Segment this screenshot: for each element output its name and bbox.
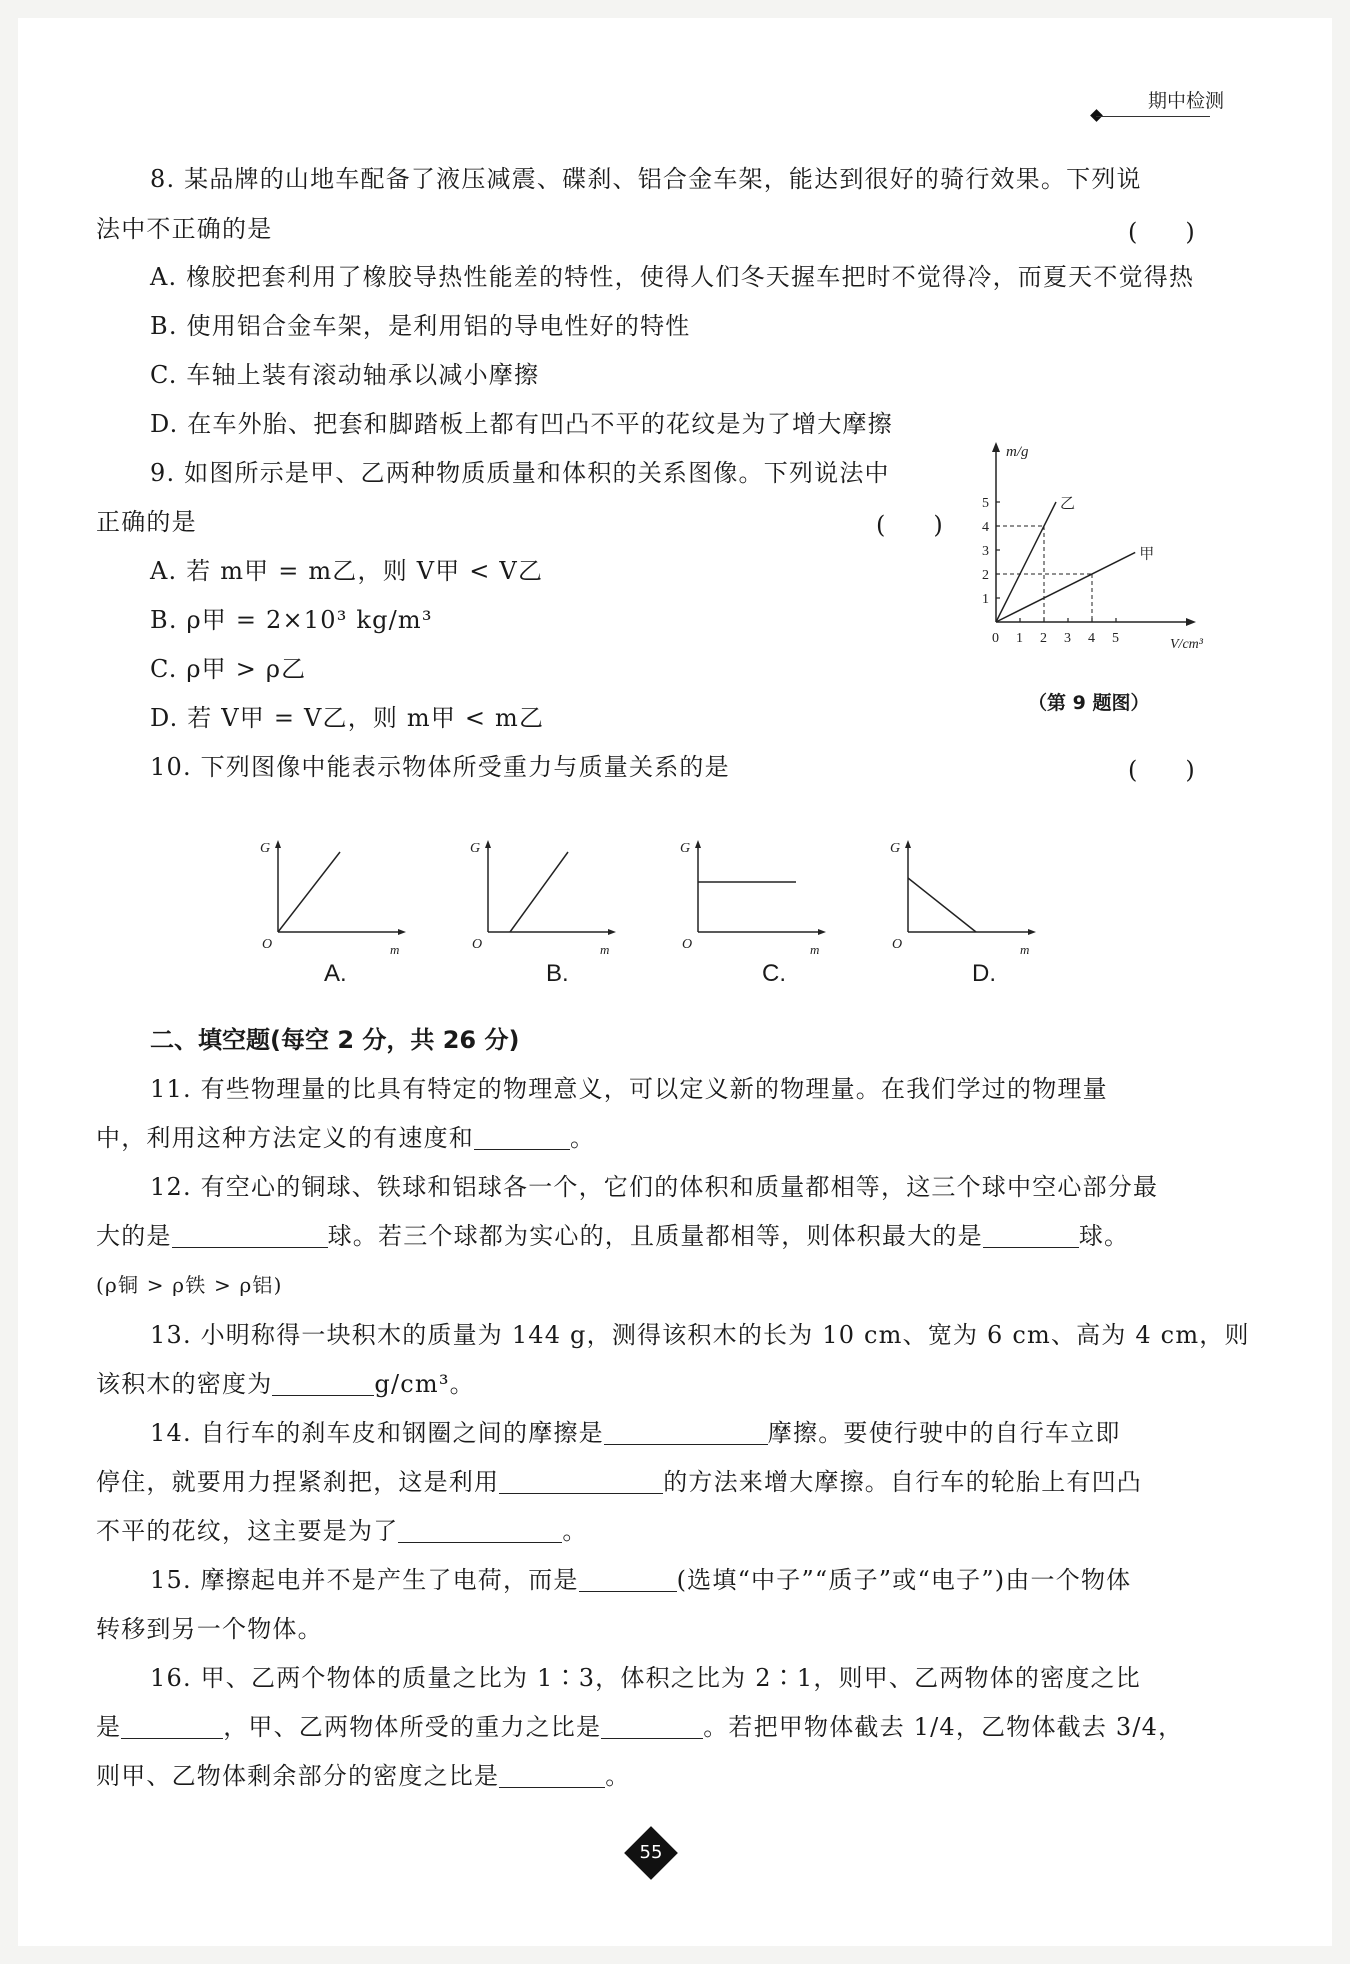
q10-answer-paren: ( ) xyxy=(1128,756,1195,784)
q11-line2: 中，利用这种方法定义的有速度和 。 xyxy=(96,1124,596,1152)
q16-blank-3[interactable] xyxy=(499,1763,605,1788)
q12-blank-2[interactable] xyxy=(983,1223,1079,1248)
y-tick-label-5: 5 xyxy=(982,496,989,511)
graph-d xyxy=(890,840,1036,957)
series-line-jia xyxy=(996,552,1135,622)
q9-stem-line1: 9. 如图所示是甲、乙两种物质质量和体积的关系图像。下列说法中 xyxy=(150,459,890,487)
q9-option-a: A. 若 m甲 = m乙，则 V甲 < V乙 xyxy=(150,557,544,585)
header-rule xyxy=(1096,116,1210,117)
graph-b-line xyxy=(510,852,568,932)
y-tick-label-2: 2 xyxy=(982,568,989,583)
q13-blank-1[interactable] xyxy=(272,1371,374,1396)
y-tick-label-1: 1 xyxy=(982,592,989,607)
series-label-0: 乙 xyxy=(1060,496,1076,512)
q14-blank-2[interactable] xyxy=(499,1469,663,1494)
q14-line2: 停住，就要用力捏紧刹把，这是利用 的方法来增大摩擦。自行车的轮胎上有凹凸 xyxy=(96,1468,1143,1496)
graph-d-line xyxy=(908,878,976,932)
q9-graph xyxy=(970,430,1210,660)
q14-line1: 14. 自行车的刹车皮和钢圈之间的摩擦是 摩擦。要使行驶中的自行车立即 xyxy=(150,1419,1121,1447)
q10-stem: 10. 下列图像中能表示物体所受重力与质量关系的是 xyxy=(150,753,730,781)
page xyxy=(18,18,1332,1946)
q12-blank-1[interactable] xyxy=(172,1223,328,1248)
graph-b-origin: O xyxy=(472,937,483,952)
q15-line2: 转移到另一个物体。 xyxy=(96,1615,323,1643)
q11-blank-1[interactable] xyxy=(474,1125,570,1150)
series-line-yi xyxy=(996,502,1056,622)
graph-d-axis-x: m xyxy=(1020,942,1030,957)
q8-option-d: D. 在车外胎、把套和脚踏板上都有凹凸不平的花纹是为了增大摩擦 xyxy=(150,410,893,438)
q14-blank-1[interactable] xyxy=(604,1420,768,1445)
q10-graphs xyxy=(240,830,1080,960)
q16-line1: 16. 甲、乙两个物体的质量之比为 1∶3，体积之比为 2∶1，则甲、乙两物体的密度之比 xyxy=(150,1664,1141,1692)
q8-option-b: B. 使用铝合金车架，是利用铝的导电性好的特性 xyxy=(150,312,691,340)
graph-c-origin: O xyxy=(682,937,693,952)
graph-a-axis-y: G xyxy=(260,841,271,856)
graph-b xyxy=(470,840,616,957)
q16-blank-2[interactable] xyxy=(601,1714,703,1739)
q12-line3: (ρ铜 > ρ铁 > ρ铝) xyxy=(96,1273,283,1297)
section-2-title: 二、填空题(每空 2 分，共 26 分) xyxy=(150,1026,520,1054)
q15-blank-1[interactable] xyxy=(579,1567,677,1592)
x-tick-label-5: 5 xyxy=(1112,631,1119,646)
graph-a-label: A. xyxy=(324,960,347,987)
q16-line2: 是 ，甲、乙两物体所受的重力之比是 。若把甲物体截去 1/4，乙物体截去 3/4， xyxy=(96,1713,1184,1741)
x-tick-label-2: 2 xyxy=(1040,631,1047,646)
q8-option-c: C. 车轴上装有滚动轴承以减小摩擦 xyxy=(150,361,540,389)
x-tick-label-0: 0 xyxy=(992,631,999,646)
graph-b-axis-x: m xyxy=(600,942,610,957)
graph-d-origin: O xyxy=(892,937,903,952)
q8-option-a: A. 橡胶把套利用了橡胶导热性能差的特性，使得人们冬天握车把时不觉得冷，而夏天不觉得热 xyxy=(150,263,1195,291)
q16-blank-1[interactable] xyxy=(121,1714,223,1739)
graph-a xyxy=(260,840,406,957)
q9-stem-line2: 正确的是 xyxy=(96,508,197,536)
q9-option-b: B. ρ甲 = 2×10³ kg/m³ xyxy=(150,606,433,634)
header-title: 期中检测 xyxy=(1147,90,1224,112)
x-tick-label-4: 4 xyxy=(1088,631,1095,646)
graph-d-axis-y: G xyxy=(890,841,901,856)
q15-line1: 15. 摩擦起电并不是产生了电荷，而是 (选填“中子”“质子”或“电子”)由一个物体 xyxy=(150,1566,1132,1594)
q8-stem-line1: 8. 某品牌的山地车配备了液压减震、碟刹、铝合金车架，能达到很好的骑行效果。下列说 xyxy=(150,165,1142,193)
q9-figure-caption: （第 9 题图） xyxy=(1028,692,1150,714)
q8-answer-paren: ( ) xyxy=(1128,218,1195,246)
q9-answer-paren: ( ) xyxy=(876,511,943,539)
graph-d-label: D. xyxy=(972,960,996,987)
graph-b-label: B. xyxy=(546,960,569,987)
q13-line2: 该积木的密度为 g/cm³。 xyxy=(96,1370,475,1398)
x-tick-label-3: 3 xyxy=(1064,631,1071,646)
q16-line3: 则甲、乙物体剩余部分的密度之比是 。 xyxy=(96,1762,631,1790)
y-axis-label: m/g xyxy=(1006,444,1029,460)
q13-line1: 13. 小明称得一块积木的质量为 144 g，测得该积木的长为 10 cm、宽为 6 cm、高为 4 cm，则 xyxy=(150,1321,1250,1349)
graph-c-axis-y: G xyxy=(680,841,691,856)
graph-c-label: C. xyxy=(762,960,786,987)
q12-line1: 12. 有空心的铜球、铁球和铝球各一个，它们的体积和质量都相等，这三个球中空心部分最 xyxy=(150,1173,1159,1201)
q14-line3: 不平的花纹，这主要是为了 。 xyxy=(96,1517,588,1545)
graph-b-axis-y: G xyxy=(470,841,481,856)
graph-c xyxy=(680,840,826,957)
graph-a-origin: O xyxy=(262,937,273,952)
q8-stem-line2: 法中不正确的是 xyxy=(96,215,273,243)
y-tick-label-3: 3 xyxy=(982,544,989,559)
q12-line2: 大的是 球。若三个球都为实心的，且质量都相等，则体积最大的是 球。 xyxy=(96,1222,1130,1250)
graph-a-axis-x: m xyxy=(390,942,400,957)
graph-a-line xyxy=(278,852,340,932)
x-axis-arrow-icon xyxy=(1186,618,1196,626)
series-label-1: 甲 xyxy=(1139,546,1155,563)
page-number: 55 xyxy=(639,1842,663,1863)
q11-line1: 11. 有些物理量的比具有特定的物理意义，可以定义新的物理量。在我们学过的物理量 xyxy=(150,1075,1108,1103)
x-tick-label-1: 1 xyxy=(1016,631,1023,646)
y-tick-label-4: 4 xyxy=(982,520,989,535)
q9-option-d: D. 若 V甲 = V乙，则 m甲 < m乙 xyxy=(150,704,545,732)
x-axis-label: V/cm³ xyxy=(1170,637,1203,652)
q14-blank-3[interactable] xyxy=(398,1518,562,1543)
y-axis-arrow-icon xyxy=(992,442,1000,452)
graph-c-axis-x: m xyxy=(810,942,820,957)
q9-option-c: C. ρ甲 > ρ乙 xyxy=(150,655,307,683)
